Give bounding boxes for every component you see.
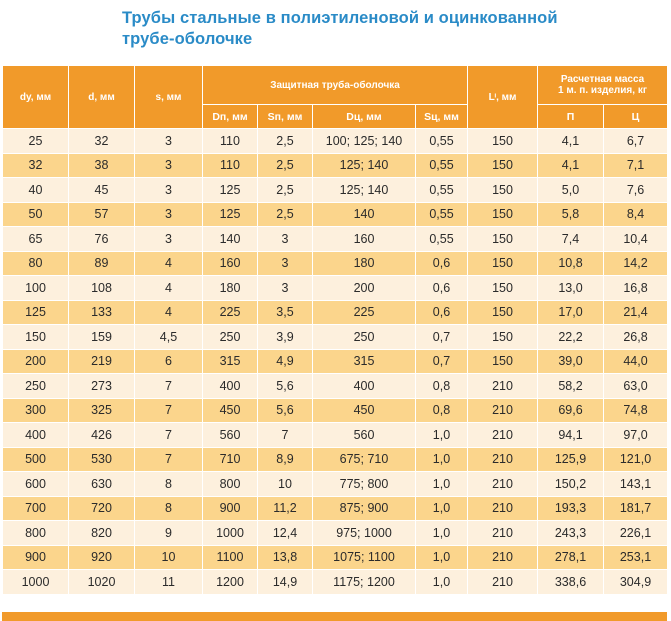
cell-sc: 1,0 (416, 423, 468, 448)
cell-l: 210 (468, 423, 538, 448)
cell-d: 159 (69, 325, 135, 350)
cell-dy: 400 (3, 423, 69, 448)
cell-mass-p: 39,0 (538, 349, 604, 374)
cell-dp: 1200 (203, 570, 258, 595)
cell-dc: 875; 900 (313, 496, 416, 521)
cell-sp: 3 (258, 227, 313, 252)
cell-mass-c: 74,8 (604, 398, 668, 423)
table-row (3, 178, 668, 203)
cell-mass-p: 150,2 (538, 472, 604, 497)
cell-mass-p: 5,0 (538, 178, 604, 203)
cell-l: 150 (468, 300, 538, 325)
cell-mass-c: 253,1 (604, 545, 668, 570)
cell-mass-c: 7,1 (604, 153, 668, 178)
cell-dy: 32 (3, 153, 69, 178)
header-mass-c: Ц (604, 105, 668, 129)
cell-mass-c: 8,4 (604, 202, 668, 227)
cell-dy: 600 (3, 472, 69, 497)
cell-mass-p: 17,0 (538, 300, 604, 325)
cell-sc: 0,55 (416, 202, 468, 227)
cell-dp: 125 (203, 178, 258, 203)
cell-d: 89 (69, 251, 135, 276)
cell-mass-c: 143,1 (604, 472, 668, 497)
cell-sc: 0,7 (416, 349, 468, 374)
table-bottom-bar (2, 612, 667, 621)
cell-dc: 560 (313, 423, 416, 448)
cell-sc: 0,55 (416, 129, 468, 154)
cell-dy: 500 (3, 447, 69, 472)
cell-dp: 800 (203, 472, 258, 497)
cell-dp: 315 (203, 349, 258, 374)
cell-dp: 1100 (203, 545, 258, 570)
cell-dp: 1000 (203, 521, 258, 546)
header-dc: Dц, мм (313, 105, 416, 129)
cell-mass-c: 121,0 (604, 447, 668, 472)
cell-mass-p: 7,4 (538, 227, 604, 252)
cell-l: 150 (468, 202, 538, 227)
table-row (3, 251, 668, 276)
cell-dc: 100; 125; 140 (313, 129, 416, 154)
cell-mass-c: 97,0 (604, 423, 668, 448)
cell-dp: 160 (203, 251, 258, 276)
cell-s: 9 (135, 521, 203, 546)
table-row (3, 447, 668, 472)
cell-l: 210 (468, 374, 538, 399)
table-row (3, 423, 668, 448)
cell-sp: 3 (258, 276, 313, 301)
header-mass (538, 66, 668, 105)
cell-l: 210 (468, 447, 538, 472)
table-row (3, 349, 668, 374)
cell-dy: 250 (3, 374, 69, 399)
cell-mass-c: 21,4 (604, 300, 668, 325)
cell-dc: 160 (313, 227, 416, 252)
cell-sp: 10 (258, 472, 313, 497)
cell-dp: 110 (203, 129, 258, 154)
cell-dc: 775; 800 (313, 472, 416, 497)
cell-mass-c: 10,4 (604, 227, 668, 252)
cell-sc: 0,8 (416, 398, 468, 423)
table-row (3, 521, 668, 546)
pipe-spec-table (2, 65, 668, 595)
cell-dp: 125 (203, 202, 258, 227)
cell-s: 10 (135, 545, 203, 570)
cell-dp: 450 (203, 398, 258, 423)
cell-s: 7 (135, 447, 203, 472)
table-row (3, 496, 668, 521)
cell-s: 8 (135, 472, 203, 497)
table-row (3, 227, 668, 252)
cell-sp: 2,5 (258, 153, 313, 178)
cell-sc: 0,55 (416, 178, 468, 203)
cell-sc: 0,6 (416, 300, 468, 325)
cell-mass-p: 243,3 (538, 521, 604, 546)
header-s: s, мм (135, 66, 203, 129)
cell-dy: 25 (3, 129, 69, 154)
cell-sp: 11,2 (258, 496, 313, 521)
cell-mass-p: 338,6 (538, 570, 604, 595)
cell-s: 6 (135, 349, 203, 374)
cell-sp: 3 (258, 251, 313, 276)
cell-dy: 300 (3, 398, 69, 423)
cell-dy: 1000 (3, 570, 69, 595)
cell-sp: 13,8 (258, 545, 313, 570)
cell-mass-p: 94,1 (538, 423, 604, 448)
cell-s: 7 (135, 398, 203, 423)
cell-d: 133 (69, 300, 135, 325)
header-mass-p: П (538, 105, 604, 129)
table-row (3, 398, 668, 423)
cell-l: 150 (468, 251, 538, 276)
cell-s: 4 (135, 276, 203, 301)
cell-l: 210 (468, 570, 538, 595)
cell-s: 3 (135, 153, 203, 178)
cell-mass-p: 13,0 (538, 276, 604, 301)
cell-dc: 225 (313, 300, 416, 325)
cell-sp: 5,6 (258, 398, 313, 423)
cell-l: 150 (468, 349, 538, 374)
cell-mass-c: 226,1 (604, 521, 668, 546)
cell-sc: 0,55 (416, 153, 468, 178)
cell-dc: 250 (313, 325, 416, 350)
cell-dy: 100 (3, 276, 69, 301)
cell-d: 720 (69, 496, 135, 521)
cell-dc: 125; 140 (313, 153, 416, 178)
table-row (3, 129, 668, 154)
cell-d: 45 (69, 178, 135, 203)
cell-sp: 12,4 (258, 521, 313, 546)
header-sc: Sц, мм (416, 105, 468, 129)
cell-s: 4,5 (135, 325, 203, 350)
cell-mass-c: 6,7 (604, 129, 668, 154)
cell-dy: 65 (3, 227, 69, 252)
cell-l: 150 (468, 153, 538, 178)
cell-sc: 0,6 (416, 276, 468, 301)
cell-l: 210 (468, 496, 538, 521)
cell-dc: 180 (313, 251, 416, 276)
cell-s: 7 (135, 423, 203, 448)
cell-l: 150 (468, 178, 538, 203)
cell-dp: 400 (203, 374, 258, 399)
table-row (3, 202, 668, 227)
cell-d: 820 (69, 521, 135, 546)
cell-s: 3 (135, 129, 203, 154)
cell-s: 4 (135, 300, 203, 325)
cell-sp: 7 (258, 423, 313, 448)
cell-s: 3 (135, 178, 203, 203)
table-header (3, 66, 668, 129)
cell-sc: 1,0 (416, 447, 468, 472)
cell-dc: 140 (313, 202, 416, 227)
cell-s: 8 (135, 496, 203, 521)
table-row (3, 374, 668, 399)
cell-sc: 0,6 (416, 251, 468, 276)
cell-dp: 225 (203, 300, 258, 325)
cell-l: 210 (468, 521, 538, 546)
cell-s: 3 (135, 202, 203, 227)
cell-dp: 250 (203, 325, 258, 350)
cell-mass-c: 26,8 (604, 325, 668, 350)
cell-l: 150 (468, 129, 538, 154)
table-row (3, 472, 668, 497)
cell-sp: 2,5 (258, 202, 313, 227)
cell-dy: 125 (3, 300, 69, 325)
table-body (3, 129, 668, 595)
cell-d: 76 (69, 227, 135, 252)
cell-dp: 140 (203, 227, 258, 252)
cell-d: 1020 (69, 570, 135, 595)
cell-s: 7 (135, 374, 203, 399)
cell-sp: 5,6 (258, 374, 313, 399)
header-mass-line-2: 1 м. п. изделия, кг (558, 85, 647, 96)
cell-dy: 200 (3, 349, 69, 374)
cell-mass-c: 7,6 (604, 178, 668, 203)
cell-dy: 40 (3, 178, 69, 203)
cell-mass-c: 304,9 (604, 570, 668, 595)
table-row (3, 325, 668, 350)
cell-dy: 80 (3, 251, 69, 276)
cell-l: 150 (468, 325, 538, 350)
cell-mass-p: 5,8 (538, 202, 604, 227)
cell-dy: 50 (3, 202, 69, 227)
cell-mass-c: 44,0 (604, 349, 668, 374)
cell-mass-c: 63,0 (604, 374, 668, 399)
cell-sp: 2,5 (258, 178, 313, 203)
cell-d: 108 (69, 276, 135, 301)
cell-dc: 200 (313, 276, 416, 301)
cell-sc: 0,8 (416, 374, 468, 399)
cell-dc: 125; 140 (313, 178, 416, 203)
table-row (3, 276, 668, 301)
table-row (3, 300, 668, 325)
cell-dc: 1175; 1200 (313, 570, 416, 595)
cell-d: 38 (69, 153, 135, 178)
cell-sc: 0,55 (416, 227, 468, 252)
cell-mass-c: 181,7 (604, 496, 668, 521)
cell-mass-p: 193,3 (538, 496, 604, 521)
cell-sp: 8,9 (258, 447, 313, 472)
cell-sc: 1,0 (416, 496, 468, 521)
cell-sp: 3,5 (258, 300, 313, 325)
header-dy: dy, мм (3, 66, 69, 129)
cell-s: 4 (135, 251, 203, 276)
cell-mass-p: 4,1 (538, 153, 604, 178)
cell-sp: 3,9 (258, 325, 313, 350)
cell-s: 3 (135, 227, 203, 252)
table-row (3, 570, 668, 595)
header-shell: Защитная труба-оболочка (203, 66, 468, 105)
cell-d: 32 (69, 129, 135, 154)
cell-dc: 450 (313, 398, 416, 423)
cell-dc: 1075; 1100 (313, 545, 416, 570)
header-sp: Sп, мм (258, 105, 313, 129)
cell-mass-p: 22,2 (538, 325, 604, 350)
cell-d: 530 (69, 447, 135, 472)
cell-mass-p: 10,8 (538, 251, 604, 276)
cell-sc: 1,0 (416, 521, 468, 546)
cell-dp: 560 (203, 423, 258, 448)
cell-dp: 710 (203, 447, 258, 472)
cell-l: 210 (468, 472, 538, 497)
cell-mass-c: 16,8 (604, 276, 668, 301)
cell-l: 150 (468, 276, 538, 301)
cell-mass-p: 58,2 (538, 374, 604, 399)
cell-d: 630 (69, 472, 135, 497)
cell-dy: 150 (3, 325, 69, 350)
cell-l: 150 (468, 227, 538, 252)
header-dp: Dп, мм (203, 105, 258, 129)
cell-sc: 1,0 (416, 545, 468, 570)
cell-sc: 1,0 (416, 570, 468, 595)
cell-dc: 315 (313, 349, 416, 374)
cell-mass-c: 14,2 (604, 251, 668, 276)
header-d: d, мм (69, 66, 135, 129)
cell-mass-p: 4,1 (538, 129, 604, 154)
cell-d: 920 (69, 545, 135, 570)
cell-dp: 900 (203, 496, 258, 521)
cell-sc: 0,7 (416, 325, 468, 350)
table-row (3, 153, 668, 178)
cell-dy: 800 (3, 521, 69, 546)
cell-sp: 14,9 (258, 570, 313, 595)
cell-sp: 2,5 (258, 129, 313, 154)
header-l: Lᶦ, мм (468, 66, 538, 129)
cell-mass-p: 69,6 (538, 398, 604, 423)
cell-l: 210 (468, 398, 538, 423)
cell-d: 273 (69, 374, 135, 399)
cell-dp: 110 (203, 153, 258, 178)
cell-l: 210 (468, 545, 538, 570)
cell-d: 57 (69, 202, 135, 227)
cell-dc: 975; 1000 (313, 521, 416, 546)
title-line-2: трубе-оболочке (122, 30, 253, 48)
title-line-1: Трубы стальные в полиэтиленовой и оцинкованной (122, 9, 558, 27)
cell-sc: 1,0 (416, 472, 468, 497)
header-mass-line-1: Расчетная масса (560, 74, 645, 85)
cell-mass-p: 125,9 (538, 447, 604, 472)
cell-sp: 4,9 (258, 349, 313, 374)
cell-dc: 400 (313, 374, 416, 399)
cell-dp: 180 (203, 276, 258, 301)
cell-dy: 900 (3, 545, 69, 570)
cell-d: 219 (69, 349, 135, 374)
cell-dy: 700 (3, 496, 69, 521)
page-title (122, 8, 642, 50)
cell-dc: 675; 710 (313, 447, 416, 472)
cell-s: 11 (135, 570, 203, 595)
cell-d: 426 (69, 423, 135, 448)
cell-d: 325 (69, 398, 135, 423)
table-row (3, 545, 668, 570)
cell-mass-p: 278,1 (538, 545, 604, 570)
